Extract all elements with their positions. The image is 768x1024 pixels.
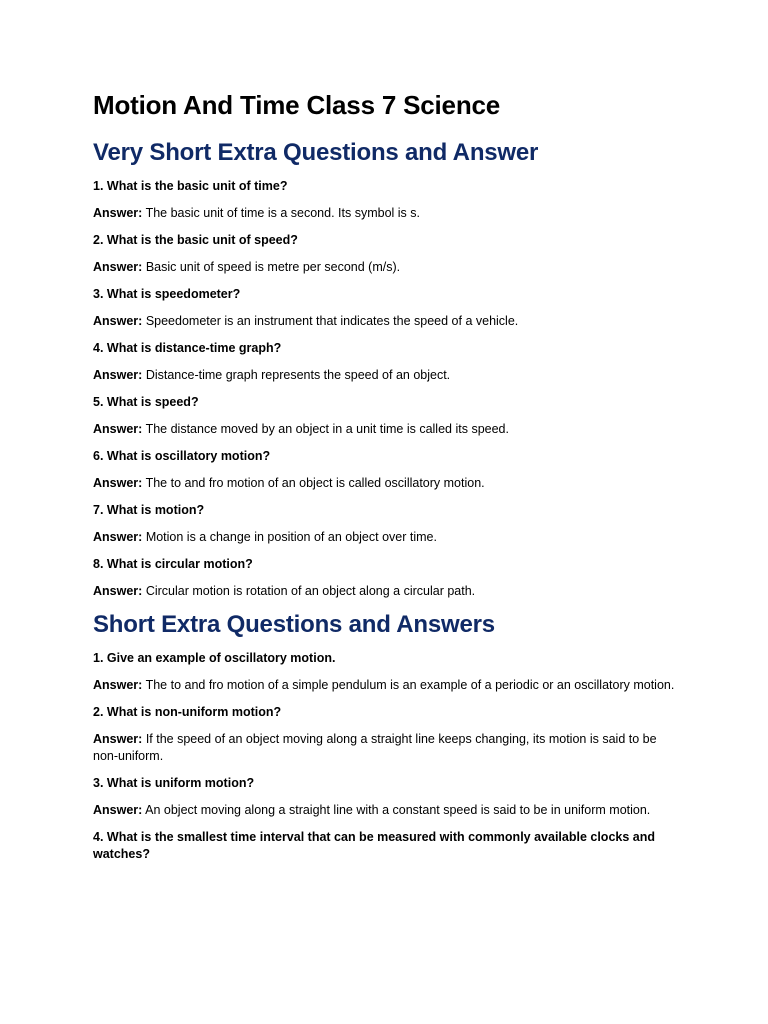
answer-paragraph	[93, 583, 683, 600]
answer-text: Basic unit of speed is metre per second (m/s).	[145, 260, 401, 274]
question-text: 1. Give an example of oscillatory motion.	[93, 651, 336, 665]
answer-label: Answer:	[93, 314, 143, 328]
answer-text: Circular motion is rotation of an object along a circular path.	[145, 584, 476, 598]
answer-paragraph	[93, 475, 683, 492]
answer-text: An object moving along a straight line with a constant speed is said to be in uniform motion.	[145, 803, 651, 817]
answer-label: Answer:	[93, 260, 143, 274]
answer-label: Answer:	[93, 732, 143, 746]
qa-list-very-short	[93, 178, 683, 600]
answer-label: Answer:	[93, 422, 143, 436]
question-text: 4. What is distance-time graph?	[93, 341, 282, 355]
question-text: 2. What is the basic unit of speed?	[93, 233, 298, 247]
question-text: 3. What is speedometer?	[93, 287, 241, 301]
answer-paragraph	[93, 677, 683, 694]
answer-label: Answer:	[93, 678, 143, 692]
answer-paragraph	[93, 529, 683, 546]
question-text: 2. What is non-uniform motion?	[93, 705, 282, 719]
section-heading-very-short: Very Short Extra Questions and Answer	[93, 139, 539, 166]
question-text: 7. What is motion?	[93, 503, 205, 517]
answer-text: The to and fro motion of a simple pendulum is an example of a periodic or an oscillatory motion.	[145, 678, 675, 692]
answer-label: Answer:	[93, 206, 143, 220]
question-text: 6. What is oscillatory motion?	[93, 449, 271, 463]
answer-paragraph	[93, 802, 683, 819]
answer-paragraph	[93, 731, 683, 765]
qa-list-short	[93, 650, 683, 863]
question-text: 8. What is circular motion?	[93, 557, 253, 571]
answer-label: Answer:	[93, 803, 143, 817]
answer-text: The to and fro motion of an object is called oscillatory motion.	[145, 476, 485, 490]
answer-paragraph	[93, 259, 683, 276]
answer-paragraph	[93, 367, 683, 384]
section-heading-short: Short Extra Questions and Answers	[93, 611, 495, 638]
answer-paragraph	[93, 421, 683, 438]
question-text: 5. What is speed?	[93, 395, 199, 409]
question-text: 4. What is the smallest time interval that can be measured with commonly available clocks and watches?	[93, 830, 655, 861]
answer-label: Answer:	[93, 584, 143, 598]
page-title: Motion And Time Class 7 Science	[93, 90, 501, 120]
answer-text: Speedometer is an instrument that indicates the speed of a vehicle.	[145, 314, 519, 328]
answer-label: Answer:	[93, 530, 143, 544]
answer-text: The basic unit of time is a second. Its symbol is s.	[145, 206, 420, 220]
answer-text: Distance-time graph represents the speed of an object.	[145, 368, 451, 382]
question-text: 1. What is the basic unit of time?	[93, 179, 288, 193]
answer-label: Answer:	[93, 476, 143, 490]
answer-paragraph	[93, 205, 683, 222]
answer-text: Motion is a change in position of an object over time.	[145, 530, 437, 544]
question-text: 3. What is uniform motion?	[93, 776, 255, 790]
document-content	[93, 88, 683, 873]
answer-paragraph	[93, 313, 683, 330]
answer-text: The distance moved by an object in a unit time is called its speed.	[145, 422, 509, 436]
answer-label: Answer:	[93, 368, 143, 382]
answer-text: If the speed of an object moving along a straight line keeps changing, its motion is said to be non-uniform.	[93, 732, 657, 763]
